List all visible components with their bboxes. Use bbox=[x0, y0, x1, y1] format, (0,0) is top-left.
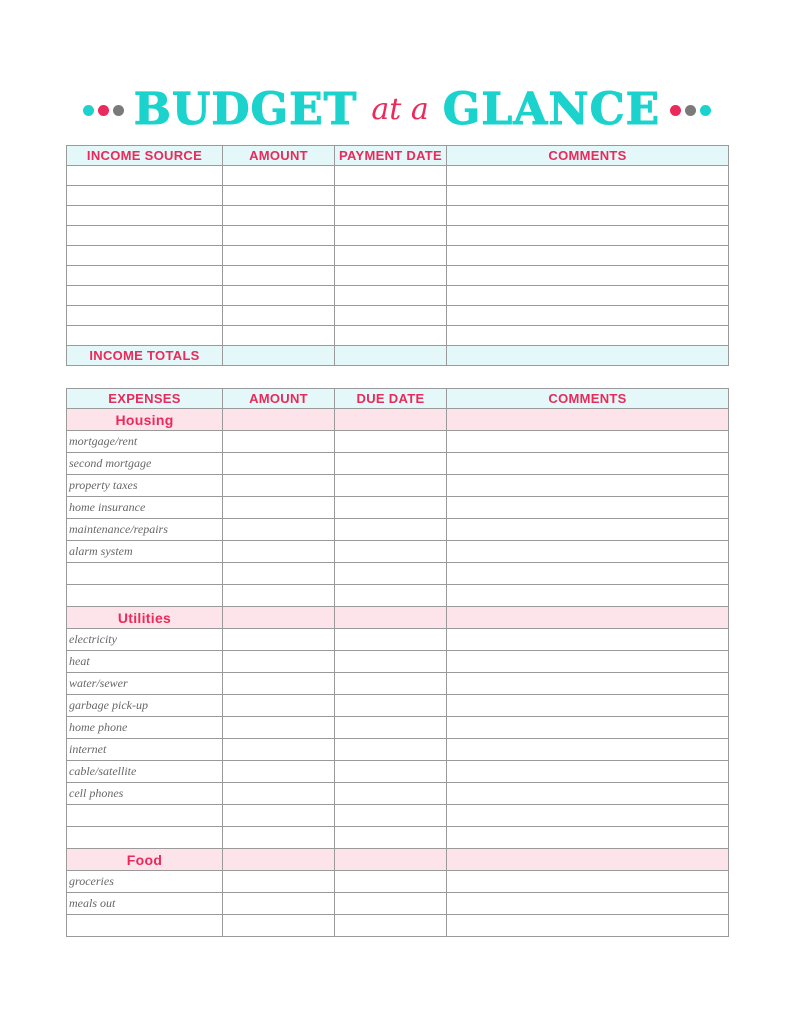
expense-comments-cell[interactable] bbox=[447, 717, 729, 739]
expense-amount-cell[interactable] bbox=[223, 541, 335, 563]
title-word-at-a: at a bbox=[371, 92, 429, 127]
income-row bbox=[67, 206, 729, 226]
expense-comments-cell[interactable] bbox=[447, 739, 729, 761]
expense-comments-cell[interactable] bbox=[447, 629, 729, 651]
income-total-date-cell[interactable] bbox=[335, 346, 447, 366]
income-row bbox=[67, 226, 729, 246]
expense-row bbox=[67, 783, 729, 805]
category-row bbox=[67, 849, 729, 871]
teal-dot-icon bbox=[83, 105, 94, 116]
expense-item-label[interactable]: mortgage/rent bbox=[67, 431, 223, 453]
expense-row bbox=[67, 453, 729, 475]
expense-item-label[interactable]: heat bbox=[67, 651, 223, 673]
income-source-cell[interactable] bbox=[67, 206, 223, 226]
expense-amount-cell[interactable] bbox=[223, 761, 335, 783]
expense-row bbox=[67, 651, 729, 673]
expense-amount-cell[interactable] bbox=[223, 805, 335, 827]
income-row bbox=[67, 286, 729, 306]
income-payment-date-cell[interactable] bbox=[335, 186, 447, 206]
expense-comments-cell[interactable] bbox=[447, 541, 729, 563]
expense-amount-cell[interactable] bbox=[223, 871, 335, 893]
expense-item-label[interactable] bbox=[67, 915, 223, 937]
income-comments-cell[interactable] bbox=[447, 286, 729, 306]
category-comments-cell bbox=[447, 409, 729, 431]
expense-item-label[interactable]: water/sewer bbox=[67, 673, 223, 695]
income-header-row bbox=[67, 146, 729, 166]
income-comments-header: COMMENTS bbox=[447, 146, 729, 166]
expense-comments-cell[interactable] bbox=[447, 519, 729, 541]
expense-item-label[interactable]: home phone bbox=[67, 717, 223, 739]
teal-dot-icon bbox=[700, 105, 711, 116]
gray-dot-icon bbox=[685, 105, 696, 116]
income-amount-cell[interactable] bbox=[223, 286, 335, 306]
income-totals-row bbox=[67, 346, 729, 366]
pink-dot-icon bbox=[670, 105, 681, 116]
expense-due-date-cell[interactable] bbox=[335, 783, 447, 805]
expense-amount-cell[interactable] bbox=[223, 519, 335, 541]
income-amount-cell[interactable] bbox=[223, 246, 335, 266]
expense-comments-cell[interactable] bbox=[447, 915, 729, 937]
income-comments-cell[interactable] bbox=[447, 326, 729, 346]
expenses-header: EXPENSES bbox=[67, 389, 223, 409]
expense-row bbox=[67, 431, 729, 453]
expense-comments-cell[interactable] bbox=[447, 497, 729, 519]
expense-row bbox=[67, 805, 729, 827]
expenses-comments-header: COMMENTS bbox=[447, 389, 729, 409]
income-comments-cell[interactable] bbox=[447, 306, 729, 326]
expense-item-label[interactable]: groceries bbox=[67, 871, 223, 893]
category-label: Food bbox=[67, 849, 223, 871]
pink-dot-icon bbox=[98, 105, 109, 116]
expense-item-label[interactable] bbox=[67, 827, 223, 849]
expense-row bbox=[67, 475, 729, 497]
expense-amount-cell[interactable] bbox=[223, 651, 335, 673]
category-comments-cell bbox=[447, 607, 729, 629]
income-comments-cell[interactable] bbox=[447, 166, 729, 186]
income-payment-date-cell[interactable] bbox=[335, 306, 447, 326]
income-table bbox=[66, 145, 729, 366]
expense-comments-cell[interactable] bbox=[447, 871, 729, 893]
expense-row bbox=[67, 695, 729, 717]
income-amount-cell[interactable] bbox=[223, 306, 335, 326]
expense-item-label[interactable]: cell phones bbox=[67, 783, 223, 805]
category-row bbox=[67, 607, 729, 629]
income-amount-cell[interactable] bbox=[223, 186, 335, 206]
expense-comments-cell[interactable] bbox=[447, 453, 729, 475]
left-decorative-dots bbox=[83, 105, 124, 116]
income-row bbox=[67, 266, 729, 286]
expense-item-label[interactable]: meals out bbox=[67, 893, 223, 915]
income-source-header: INCOME SOURCE bbox=[67, 146, 223, 166]
expense-amount-cell[interactable] bbox=[223, 563, 335, 585]
expense-amount-cell[interactable] bbox=[223, 629, 335, 651]
expense-comments-cell[interactable] bbox=[447, 761, 729, 783]
income-source-cell[interactable] bbox=[67, 186, 223, 206]
income-source-cell[interactable] bbox=[67, 166, 223, 186]
expense-item-label[interactable]: garbage pick-up bbox=[67, 695, 223, 717]
title-word-glance: GLANCE bbox=[442, 84, 661, 135]
expense-comments-cell[interactable] bbox=[447, 431, 729, 453]
expense-amount-cell[interactable] bbox=[223, 497, 335, 519]
expense-comments-cell[interactable] bbox=[447, 563, 729, 585]
category-comments-cell bbox=[447, 849, 729, 871]
right-decorative-dots bbox=[670, 105, 711, 116]
expense-row bbox=[67, 761, 729, 783]
expense-row bbox=[67, 563, 729, 585]
income-comments-cell[interactable] bbox=[447, 226, 729, 246]
expense-due-date-cell[interactable] bbox=[335, 585, 447, 607]
expense-row bbox=[67, 497, 729, 519]
expense-amount-cell[interactable] bbox=[223, 431, 335, 453]
income-totals-label: INCOME TOTALS bbox=[67, 346, 223, 366]
income-payment-date-cell[interactable] bbox=[335, 206, 447, 226]
title-word-budget: BUDGET bbox=[133, 84, 358, 135]
expense-due-date-cell[interactable] bbox=[335, 915, 447, 937]
expense-item-label[interactable]: electricity bbox=[67, 629, 223, 651]
expense-comments-cell[interactable] bbox=[447, 783, 729, 805]
expense-item-label[interactable]: maintenance/repairs bbox=[67, 519, 223, 541]
expense-due-date-cell[interactable] bbox=[335, 431, 447, 453]
income-source-cell[interactable] bbox=[67, 246, 223, 266]
expense-comments-cell[interactable] bbox=[447, 893, 729, 915]
category-due-date-cell bbox=[335, 849, 447, 871]
expense-due-date-cell[interactable] bbox=[335, 541, 447, 563]
income-comments-cell[interactable] bbox=[447, 246, 729, 266]
expense-row bbox=[67, 871, 729, 893]
expense-amount-cell[interactable] bbox=[223, 739, 335, 761]
expense-due-date-cell[interactable] bbox=[335, 695, 447, 717]
income-comments-cell[interactable] bbox=[447, 206, 729, 226]
income-total-amount-cell[interactable] bbox=[223, 346, 335, 366]
expense-due-date-cell[interactable] bbox=[335, 761, 447, 783]
income-comments-cell[interactable] bbox=[447, 266, 729, 286]
expense-amount-cell[interactable] bbox=[223, 585, 335, 607]
expense-due-date-cell[interactable] bbox=[335, 651, 447, 673]
expense-due-date-cell[interactable] bbox=[335, 717, 447, 739]
category-row bbox=[67, 409, 729, 431]
gray-dot-icon bbox=[113, 105, 124, 116]
income-payment-date-cell[interactable] bbox=[335, 286, 447, 306]
income-amount-cell[interactable] bbox=[223, 326, 335, 346]
category-due-date-cell bbox=[335, 607, 447, 629]
expense-item-label[interactable] bbox=[67, 585, 223, 607]
income-amount-header: AMOUNT bbox=[223, 146, 335, 166]
expense-amount-cell[interactable] bbox=[223, 717, 335, 739]
category-amount-cell bbox=[223, 409, 335, 431]
expense-amount-cell[interactable] bbox=[223, 893, 335, 915]
category-amount-cell bbox=[223, 607, 335, 629]
expense-row bbox=[67, 673, 729, 695]
income-comments-cell[interactable] bbox=[447, 186, 729, 206]
income-payment-date-cell[interactable] bbox=[335, 226, 447, 246]
category-due-date-cell bbox=[335, 409, 447, 431]
expense-due-date-cell[interactable] bbox=[335, 739, 447, 761]
expense-row bbox=[67, 739, 729, 761]
expense-amount-cell[interactable] bbox=[223, 695, 335, 717]
expense-comments-cell[interactable] bbox=[447, 695, 729, 717]
expense-due-date-cell[interactable] bbox=[335, 629, 447, 651]
expenses-amount-header: AMOUNT bbox=[223, 389, 335, 409]
expense-due-date-cell[interactable] bbox=[335, 893, 447, 915]
expense-amount-cell[interactable] bbox=[223, 915, 335, 937]
income-total-comments-cell[interactable] bbox=[447, 346, 729, 366]
income-row bbox=[67, 166, 729, 186]
expense-due-date-cell[interactable] bbox=[335, 827, 447, 849]
income-payment-date-cell[interactable] bbox=[335, 266, 447, 286]
income-payment-date-cell[interactable] bbox=[335, 246, 447, 266]
income-row bbox=[67, 326, 729, 346]
expenses-header-row bbox=[67, 389, 729, 409]
expense-due-date-cell[interactable] bbox=[335, 871, 447, 893]
income-amount-cell[interactable] bbox=[223, 206, 335, 226]
income-payment-date-header: PAYMENT DATE bbox=[335, 146, 447, 166]
expenses-table bbox=[66, 388, 729, 937]
income-source-cell[interactable] bbox=[67, 286, 223, 306]
expense-amount-cell[interactable] bbox=[223, 673, 335, 695]
expense-comments-cell[interactable] bbox=[447, 475, 729, 497]
expense-row bbox=[67, 541, 729, 563]
expense-due-date-cell[interactable] bbox=[335, 475, 447, 497]
income-amount-cell[interactable] bbox=[223, 266, 335, 286]
expense-due-date-cell[interactable] bbox=[335, 453, 447, 475]
expense-row bbox=[67, 519, 729, 541]
expense-item-label[interactable] bbox=[67, 805, 223, 827]
expense-item-label[interactable]: home insurance bbox=[67, 497, 223, 519]
expense-comments-cell[interactable] bbox=[447, 585, 729, 607]
expense-amount-cell[interactable] bbox=[223, 453, 335, 475]
expense-row bbox=[67, 585, 729, 607]
category-amount-cell bbox=[223, 849, 335, 871]
expense-due-date-cell[interactable] bbox=[335, 673, 447, 695]
income-row bbox=[67, 186, 729, 206]
expense-due-date-cell[interactable] bbox=[335, 519, 447, 541]
expense-row bbox=[67, 915, 729, 937]
expense-row bbox=[67, 717, 729, 739]
category-label: Housing bbox=[67, 409, 223, 431]
expense-item-label[interactable]: property taxes bbox=[67, 475, 223, 497]
expense-item-label[interactable]: alarm system bbox=[67, 541, 223, 563]
expense-amount-cell[interactable] bbox=[223, 827, 335, 849]
expense-comments-cell[interactable] bbox=[447, 651, 729, 673]
income-payment-date-cell[interactable] bbox=[335, 326, 447, 346]
income-row bbox=[67, 306, 729, 326]
expense-row bbox=[67, 629, 729, 651]
expense-due-date-cell[interactable] bbox=[335, 563, 447, 585]
category-label: Utilities bbox=[67, 607, 223, 629]
income-source-cell[interactable] bbox=[67, 266, 223, 286]
expense-amount-cell[interactable] bbox=[223, 475, 335, 497]
expense-row bbox=[67, 827, 729, 849]
income-amount-cell[interactable] bbox=[223, 226, 335, 246]
income-source-cell[interactable] bbox=[67, 326, 223, 346]
expense-row bbox=[67, 893, 729, 915]
income-row bbox=[67, 246, 729, 266]
expense-due-date-cell[interactable] bbox=[335, 805, 447, 827]
expense-item-label[interactable]: internet bbox=[67, 739, 223, 761]
expense-amount-cell[interactable] bbox=[223, 783, 335, 805]
expense-item-label[interactable]: cable/satellite bbox=[67, 761, 223, 783]
income-payment-date-cell[interactable] bbox=[335, 166, 447, 186]
expense-item-label[interactable] bbox=[67, 563, 223, 585]
income-source-cell[interactable] bbox=[67, 306, 223, 326]
page-title bbox=[0, 84, 794, 136]
expense-comments-cell[interactable] bbox=[447, 673, 729, 695]
income-amount-cell[interactable] bbox=[223, 166, 335, 186]
expenses-due-date-header: DUE DATE bbox=[335, 389, 447, 409]
expense-comments-cell[interactable] bbox=[447, 827, 729, 849]
expense-item-label[interactable]: second mortgage bbox=[67, 453, 223, 475]
expense-due-date-cell[interactable] bbox=[335, 497, 447, 519]
expense-comments-cell[interactable] bbox=[447, 805, 729, 827]
income-source-cell[interactable] bbox=[67, 226, 223, 246]
